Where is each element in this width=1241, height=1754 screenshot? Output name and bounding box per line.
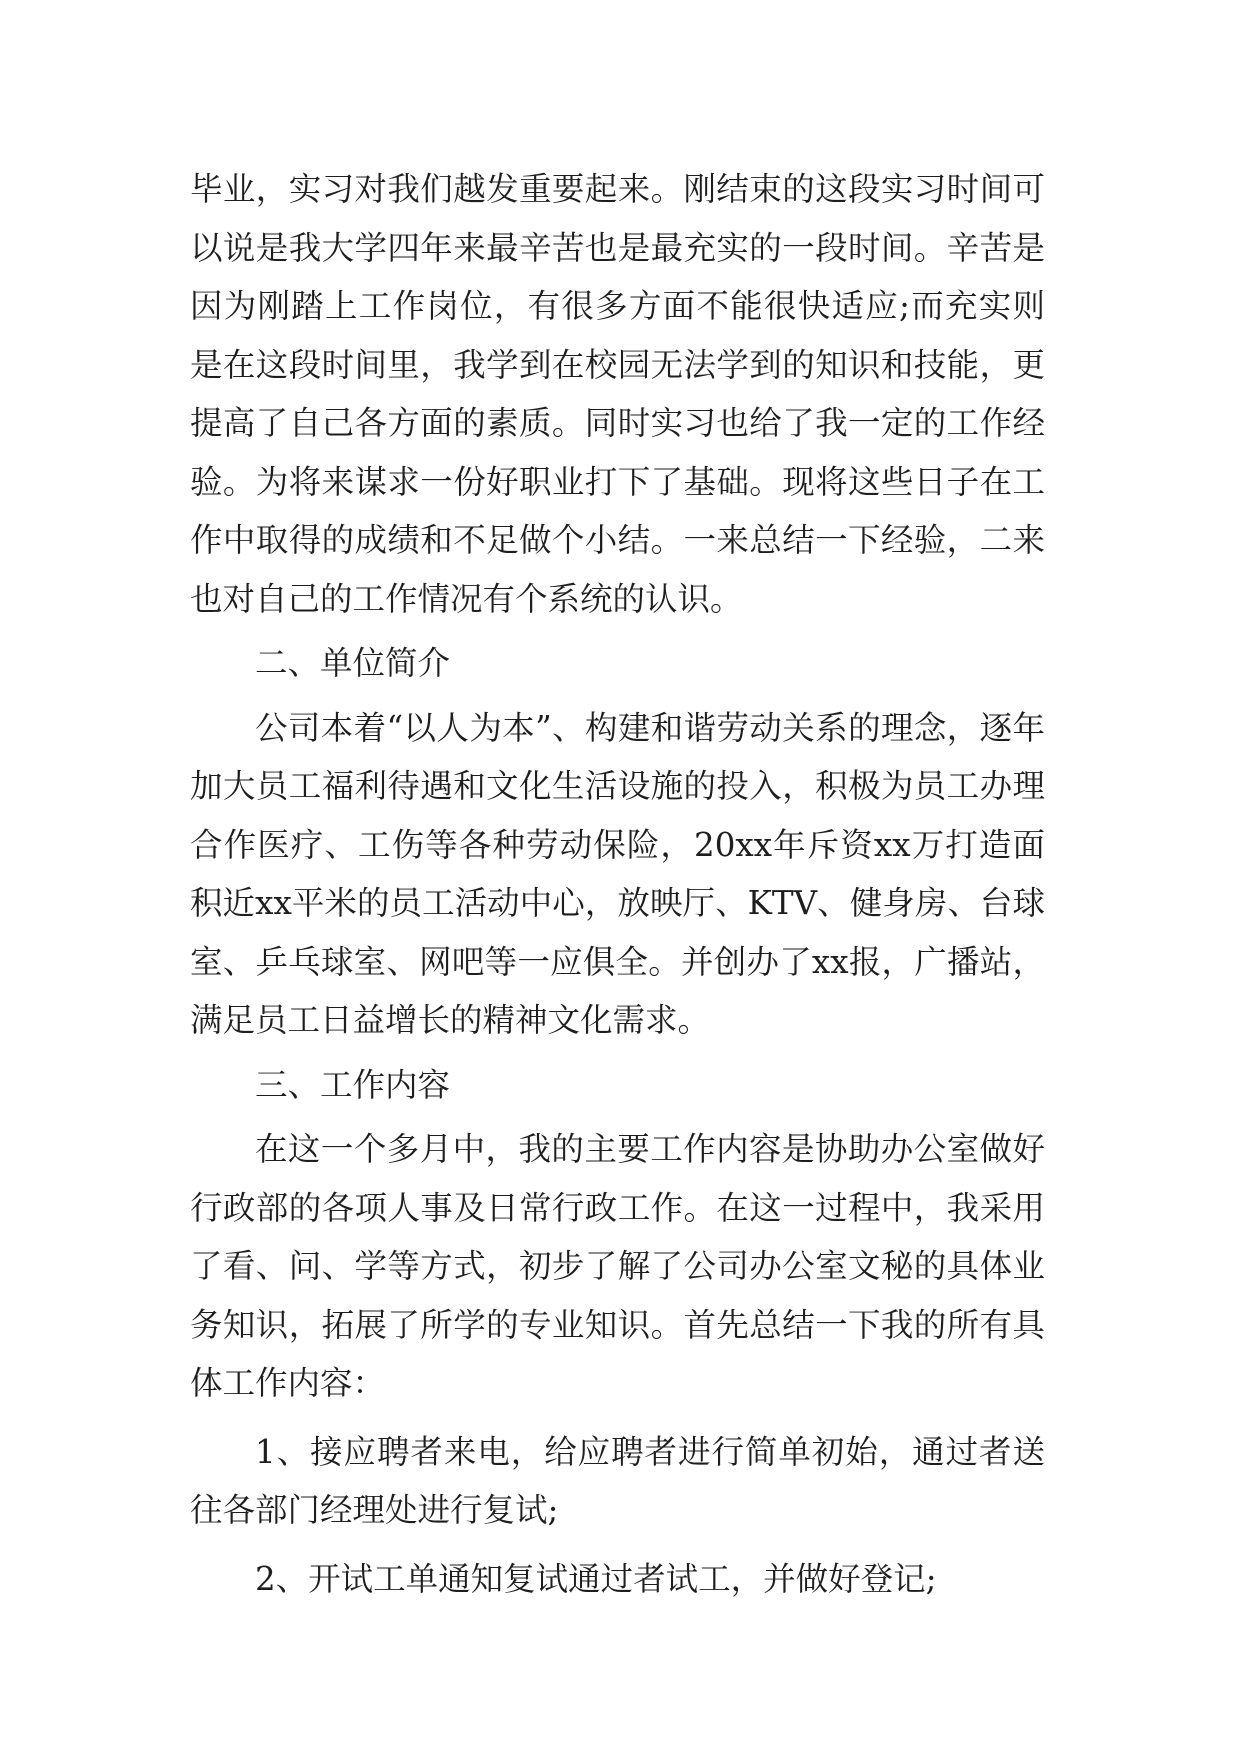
section-heading-company-intro: 二、单位简介	[255, 644, 451, 682]
list-item-1: 1、接应聘者来电，给应聘者进行简单初始，通过者送往各部门经理处进行复试;	[190, 1432, 1045, 1529]
section-heading-work-content: 三、工作内容	[255, 1065, 451, 1104]
document-body	[190, 160, 1045, 1608]
list-item-2: 2、开试工单通知复试通过者试工，并做好登记;	[255, 1559, 937, 1598]
paragraph-company-intro: 公司本着“以人为本”、构建和谐劳动关系的理念，逐年加大员工福利待遇和文化生活设施的投入，积极为员工办理合作医疗、工伤等各种劳动保险，20xx年斥资xx万打造面积近xx平米的员工活动中心，放映厅、KTV、健身房、台球室、乒乓球室、网吧等一应俱全。并创办了xx报，广播站，满足员工日益增长的精神文化需求。	[190, 708, 1045, 1039]
paragraph-work-content: 在这一个多月中，我的主要工作内容是协助办公室做好行政部的各项人事及日常行政工作。在这一过程中，我采用了看、问、学等方式，初步了解了公司办公室文秘的具体业务知识，拓展了所学的专业知识。首先总结一下我的所有具体工作内容：	[190, 1130, 1045, 1402]
paragraph-intro-continuation: 毕业，实习对我们越发重要起来。刚结束的这段实习时间可以说是我大学四年来最辛苦也是最充实的一段时间。辛苦是因为刚踏上工作岗位，有很多方面不能很快适应;而充实则是在这段时间里，我学到在校园无法学到的知识和技能，更提高了自己各方面的素质。同时实习也给了我一定的工作经验。为将来谋求一份好职业打下了基础。现将这些日子在工作中取得的成绩和不足做个小结。一来总结一下经验，二来也对自己的工作情况有个系统的认识。	[190, 170, 1045, 618]
